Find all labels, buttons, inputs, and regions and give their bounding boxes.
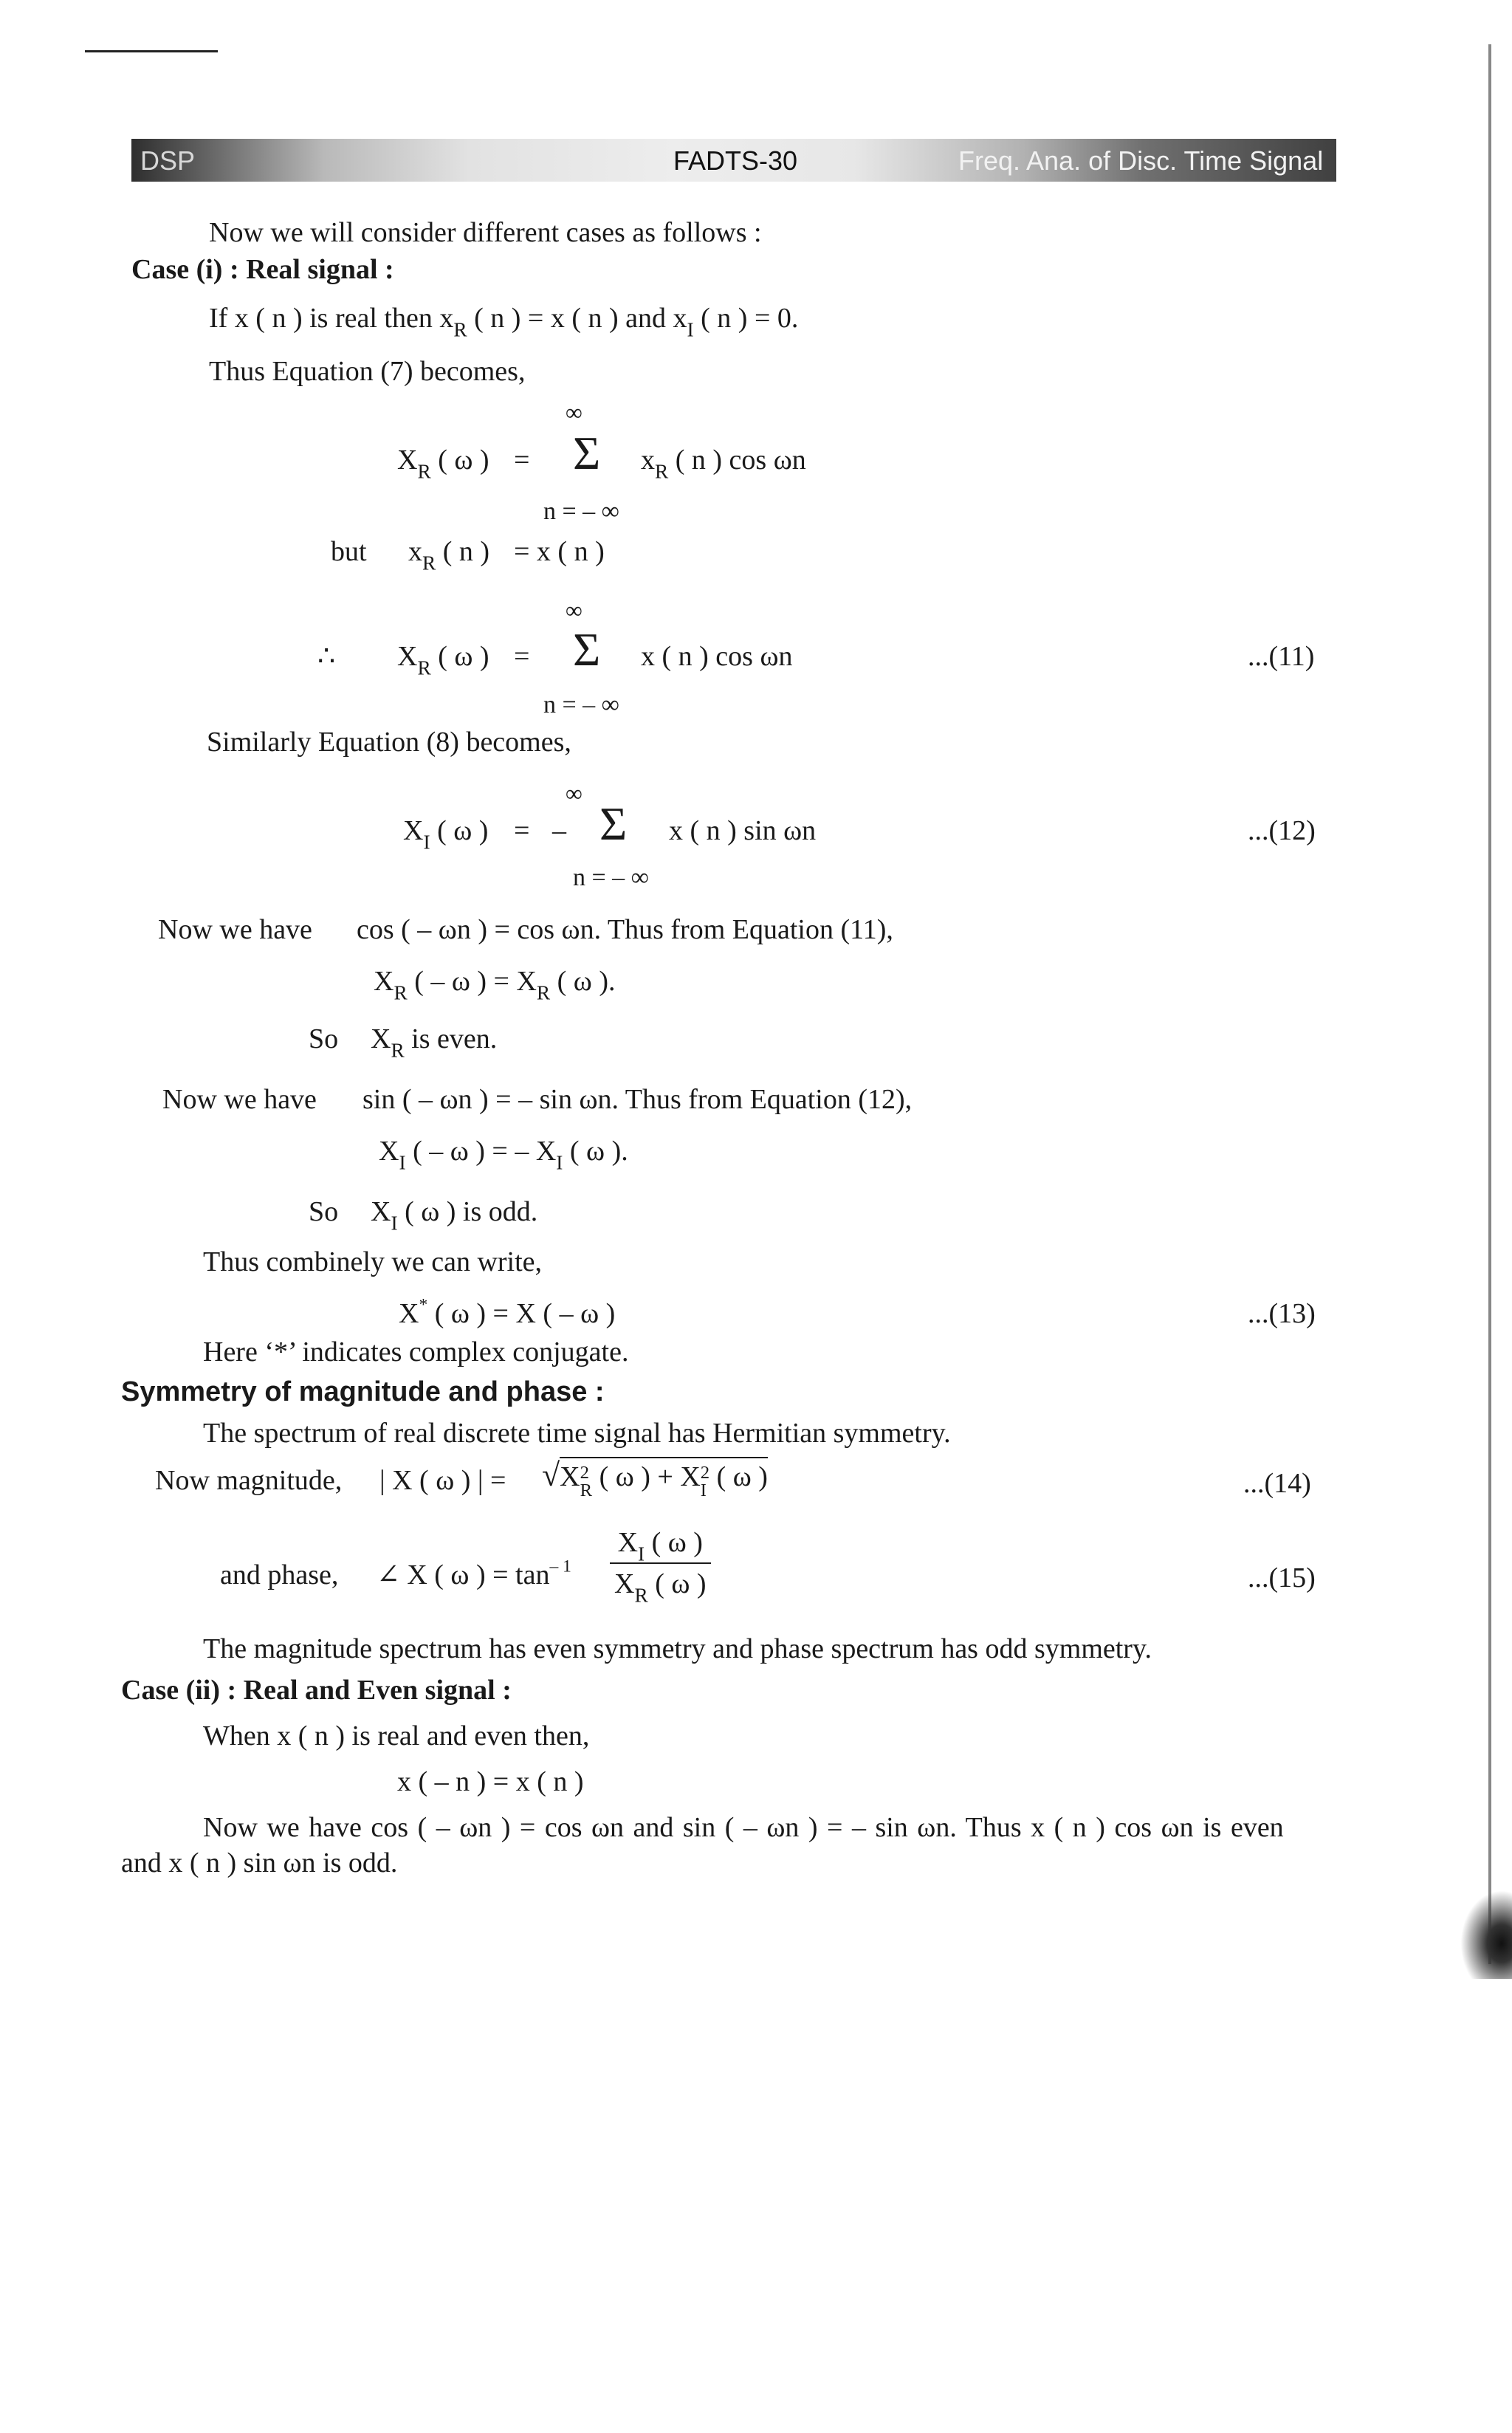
therefore-symbol: ∴ [317,641,336,672]
sum-upper-limit: ∞ [566,780,583,806]
equation-number-15: ...(15) [1248,1562,1316,1593]
similarly-eq8: Similarly Equation (8) becomes, [207,727,571,758]
symmetry-conclusion: The magnitude spectrum has even symmetry and phase spectrum has odd symmetry. [203,1633,1152,1664]
real-even-equation: x ( – n ) = x ( n ) [397,1766,584,1797]
but-word: but [331,536,367,567]
magnitude-lhs: | X ( ω ) | = [379,1465,506,1496]
xr-is-even: $X_R$ is even. [371,1023,498,1062]
thus-eq7: Thus Equation (7) becomes, [209,356,526,387]
hermitian-text: The spectrum of real discrete time signal has Hermitian symmetry. [203,1418,951,1449]
now-we-have-label: Now we have [158,914,312,945]
equals-sign: = [514,445,530,476]
if-real-line: If x ( n ) is real then $x_R$ ( n ) = x ( n ) and $x_I$ ( n ) = 0. [209,303,799,341]
xr-omega-lhs: $X_R$ ( ω ) [397,445,489,483]
phase-lhs: ∠ X ( ω ) = $\tan^{- 1}$ [377,1557,571,1590]
case2-heading: Case (ii) : Real and Even signal : [121,1675,512,1706]
sum-term: x ( n ) cos ωn [641,641,793,672]
xi-omega-lhs: $X_I$ ( ω ) [403,815,489,854]
header-left: DSP [140,145,196,176]
combinely-text: Thus combinely we can write, [203,1246,543,1277]
sum-upper-limit: ∞ [566,399,583,425]
so-word: So [309,1196,339,1227]
case2-paragraph-line1: Now we have cos ( – ωn ) = cos ωn and sin ( – ωn ) = – sin ωn. Thus x ( n ) cos ωn is even [203,1812,1284,1843]
phase-label: and phase, [220,1559,339,1590]
sigma-symbol: Σ [573,623,601,676]
header-center: FADTS-30 [673,145,798,176]
sum-upper-limit: ∞ [566,597,583,623]
sigma-symbol: Σ [599,797,628,850]
conjugate-note: Here ‘*’ indicates complex conjugate. [203,1336,629,1368]
sum-lower-limit: n = – ∞ [573,864,649,891]
magnitude-rhs: √X2 R ( ω ) + X2 I ( ω ) [542,1457,768,1500]
real-even-when: When x ( n ) is real and even then, [203,1720,590,1751]
case1-heading: Case (i) : Real signal : [131,254,394,285]
binding-shadow [1460,1890,1512,1979]
xr-n-lhs: $x_R$ ( n ) [408,536,490,574]
cos-even-statement: cos ( – ωn ) = cos ωn. Thus from Equation (11), [357,914,893,945]
sum-lower-limit: n = – ∞ [543,498,619,525]
xr-n-rhs: = x ( n ) [514,536,605,567]
minus-sign: – [552,815,566,846]
sin-odd-statement: sin ( – ωn ) = – sin ωn. Thus from Equation (12), [362,1084,913,1115]
top-rule [85,50,218,52]
phase-fraction [610,1527,711,1607]
xr-even-equation: $X_R$ ( – ω ) = $X_R$ ( ω ). [374,966,616,1004]
equals-sign: = [514,641,530,672]
header-right: Freq. Ana. of Disc. Time Signal [958,145,1324,176]
symmetry-heading: Symmetry of magnitude and phase : [121,1376,605,1407]
conjugate-equation: X* ( ω ) = X ( – ω ) [399,1295,616,1329]
sum-term: $x_R$ ( n ) cos ωn [641,445,806,483]
sigma-symbol: Σ [573,427,601,479]
equation-number-13: ...(13) [1248,1298,1316,1329]
equation-number-11: ...(11) [1248,641,1315,672]
equation-number-12: ...(12) [1248,815,1316,846]
xi-odd-equation: $X_I$ ( – ω ) = – $X_I$ ( ω ). [379,1136,628,1174]
case2-paragraph-line2: and x ( n ) sin ωn is odd. [121,1847,398,1878]
sum-lower-limit: n = – ∞ [543,691,619,718]
equals-sign: = [514,815,530,846]
equation-number-14: ...(14) [1243,1468,1311,1499]
magnitude-label: Now magnitude, [155,1465,343,1496]
sum-term: x ( n ) sin ωn [669,815,817,846]
fraction-numerator: $X_I$ ( ω ) [610,1528,711,1564]
xr-omega-lhs: $X_R$ ( ω ) [397,641,489,679]
intro-text: Now we will consider different cases as follows : [209,217,762,248]
now-we-have-label: Now we have [162,1084,317,1115]
fraction-denominator: $X_R$ ( ω ) [614,1568,707,1607]
xi-is-odd: $X_I$ ( ω ) is odd. [371,1196,538,1235]
so-word: So [309,1023,339,1054]
page-edge-shadow [1488,44,1491,1964]
